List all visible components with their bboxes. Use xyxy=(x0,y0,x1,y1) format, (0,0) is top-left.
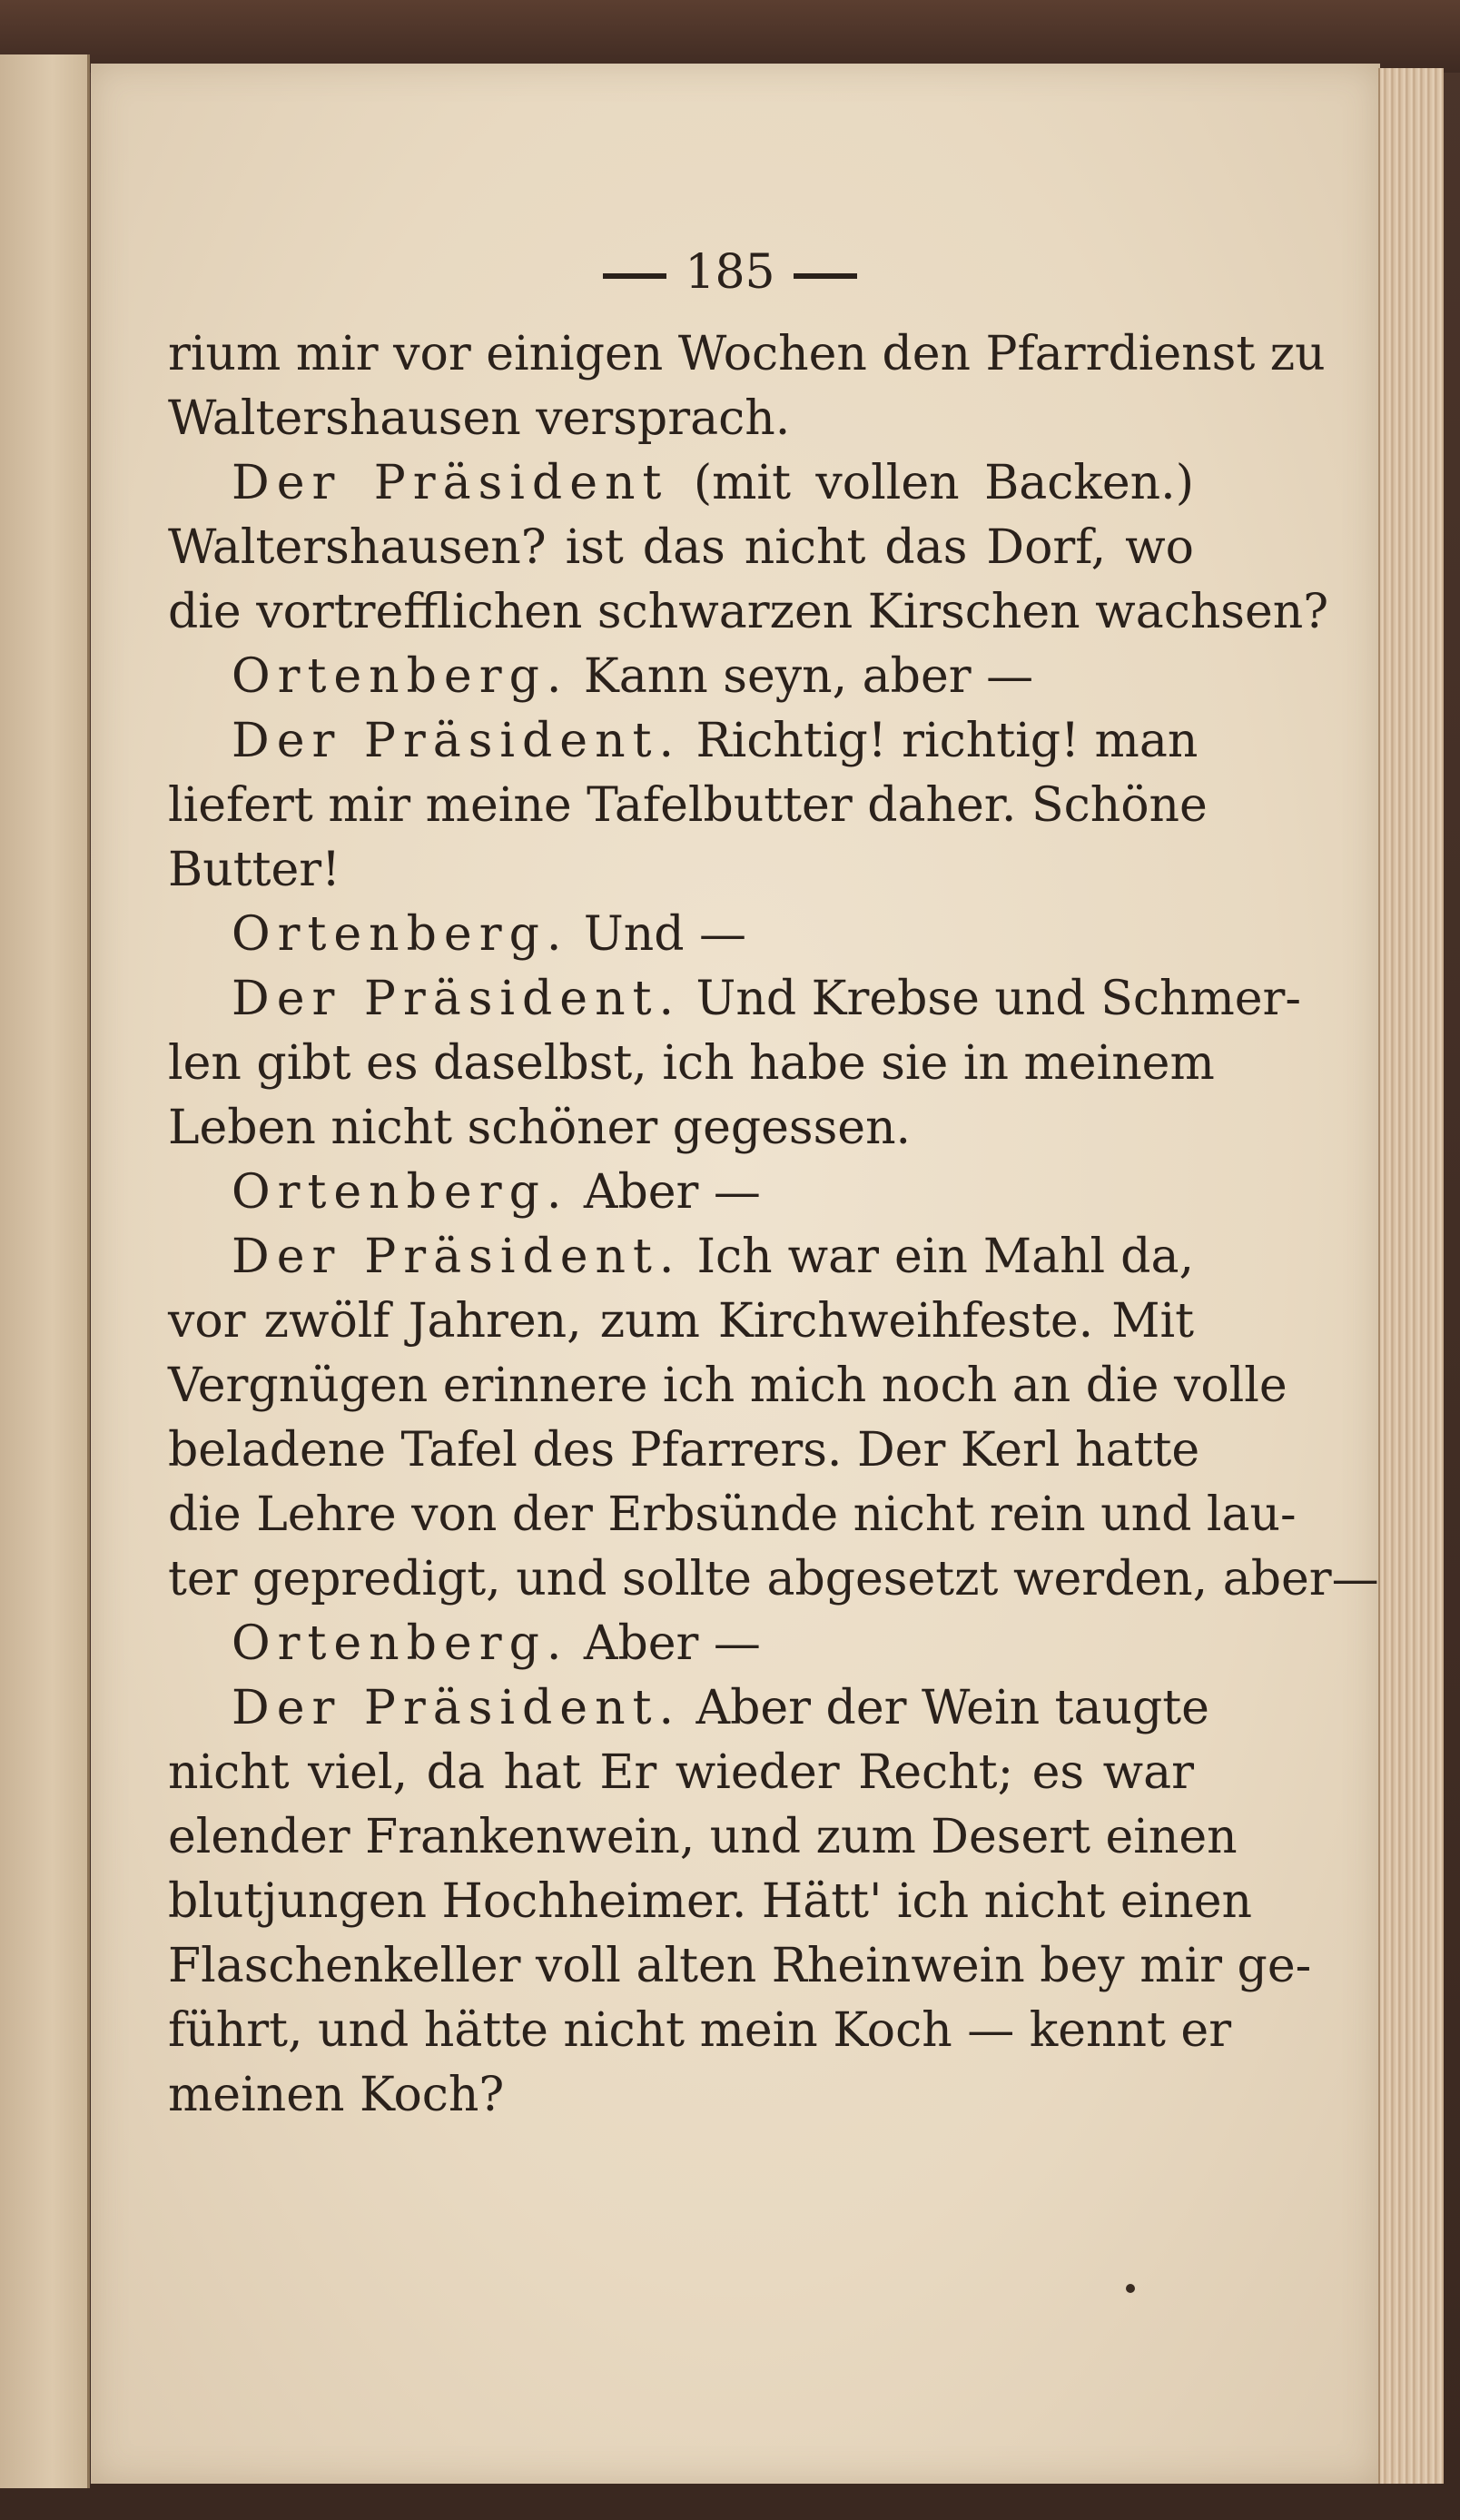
speaker-name: Der Präsident. xyxy=(232,714,681,768)
line-text: Waltershausen versprach. xyxy=(168,391,791,446)
speaker-name: Ortenberg. xyxy=(232,1616,569,1671)
text-line xyxy=(168,1870,1252,1934)
page-number: 185 xyxy=(685,245,775,300)
text-line xyxy=(168,1161,1194,1225)
text-line xyxy=(168,1741,1194,1805)
line-text: vor zwölf Jahren, zum Kirchweihfeste. Mit xyxy=(168,1294,1194,1349)
speaker-name: Ortenberg. xyxy=(232,649,569,704)
line-text: elender Frankenwein, und zum Desert einen xyxy=(168,1810,1238,1864)
line-text: die vortrefflichen schwarzen Kirschen wachsen? xyxy=(168,585,1329,639)
header-dash-left xyxy=(603,273,666,279)
header-dash-right xyxy=(794,273,857,279)
text-line xyxy=(168,645,1194,709)
text-line xyxy=(168,1032,1215,1096)
text-line xyxy=(168,1676,1209,1741)
line-text: liefert mir meine Tafelbutter daher. Schöne xyxy=(168,778,1208,833)
line-text: Aber — xyxy=(568,1616,761,1671)
line-text: (mit vollen Backen.) xyxy=(668,456,1194,510)
text-line xyxy=(168,838,1194,903)
text-line xyxy=(168,1547,1379,1612)
text-line xyxy=(168,322,1326,387)
line-text: Richtig! richtig! man xyxy=(681,714,1199,768)
text-line xyxy=(168,1096,1194,1161)
body-text xyxy=(168,322,1379,2128)
text-line xyxy=(168,903,1194,967)
text-line xyxy=(168,1934,1312,1999)
speaker-name: Der Präsident. xyxy=(232,972,681,1026)
line-text: Aber der Wein taugte xyxy=(681,1681,1209,1735)
line-text: die Lehre von der Erbsünde nicht rein und lau- xyxy=(168,1487,1297,1542)
line-text: meinen Koch? xyxy=(168,2068,505,2122)
line-text: Und — xyxy=(568,907,747,962)
line-text: beladene Tafel des Pfarrers. Der Kerl hatte xyxy=(168,1423,1200,1477)
line-text: nicht viel, da hat Er wieder Recht; es war xyxy=(168,1745,1194,1800)
speaker-name: Der Präsident. xyxy=(232,1230,682,1284)
line-text: Flaschenkeller voll alten Rheinwein bey mir ge- xyxy=(168,1939,1312,1993)
text-line xyxy=(168,1290,1194,1354)
line-text: blutjungen Hochheimer. Hätt' ich nicht einen xyxy=(168,1874,1252,1929)
text-line xyxy=(168,1483,1297,1547)
line-text: len gibt es daselbst, ich habe sie in meinem xyxy=(168,1036,1215,1091)
text-line xyxy=(168,709,1199,774)
text-line xyxy=(168,2063,1194,2128)
facing-page-edge xyxy=(0,54,90,2488)
text-line xyxy=(168,1999,1232,2063)
text-line xyxy=(168,516,1194,580)
line-text: rium mir vor einigen Wochen den Pfarrdienst zu xyxy=(168,327,1326,381)
speaker-name: Ortenberg. xyxy=(232,907,569,962)
line-text: Kann seyn, aber — xyxy=(568,649,1034,704)
text-line xyxy=(168,1354,1287,1418)
book-cover-edge xyxy=(0,0,1460,73)
line-text: Leben nicht schöner gegessen. xyxy=(168,1101,912,1155)
text-line xyxy=(168,1225,1194,1290)
text-line xyxy=(168,387,1194,451)
line-text: führt, und hätte nicht mein Koch — kennt er xyxy=(168,2003,1232,2058)
line-text: Vergnügen erinnere ich mich noch an die volle xyxy=(168,1359,1287,1413)
text-line xyxy=(168,451,1194,516)
text-line xyxy=(168,967,1301,1032)
line-text: Ich war ein Mahl da, xyxy=(681,1230,1194,1284)
page-header xyxy=(0,245,1460,300)
line-text: Aber — xyxy=(568,1165,761,1220)
speaker-name: Ortenberg. xyxy=(232,1165,569,1220)
page-block-edges xyxy=(1378,68,1444,2484)
text-line xyxy=(168,1418,1200,1483)
text-line xyxy=(168,1805,1238,1870)
text-line xyxy=(168,580,1329,645)
text-line xyxy=(168,1612,1194,1676)
ink-speck xyxy=(1126,2284,1135,2293)
text-line xyxy=(168,774,1208,838)
speaker-name: Der Präsident xyxy=(232,456,669,510)
line-text: Butter! xyxy=(168,843,341,897)
line-text: Und Krebse und Schmer- xyxy=(681,972,1301,1026)
line-text: Waltershausen? ist das nicht das Dorf, wo xyxy=(168,520,1194,575)
line-text: ter gepredigt, und sollte abgesetzt werden, aber— xyxy=(168,1552,1379,1606)
speaker-name: Der Präsident. xyxy=(232,1681,681,1735)
